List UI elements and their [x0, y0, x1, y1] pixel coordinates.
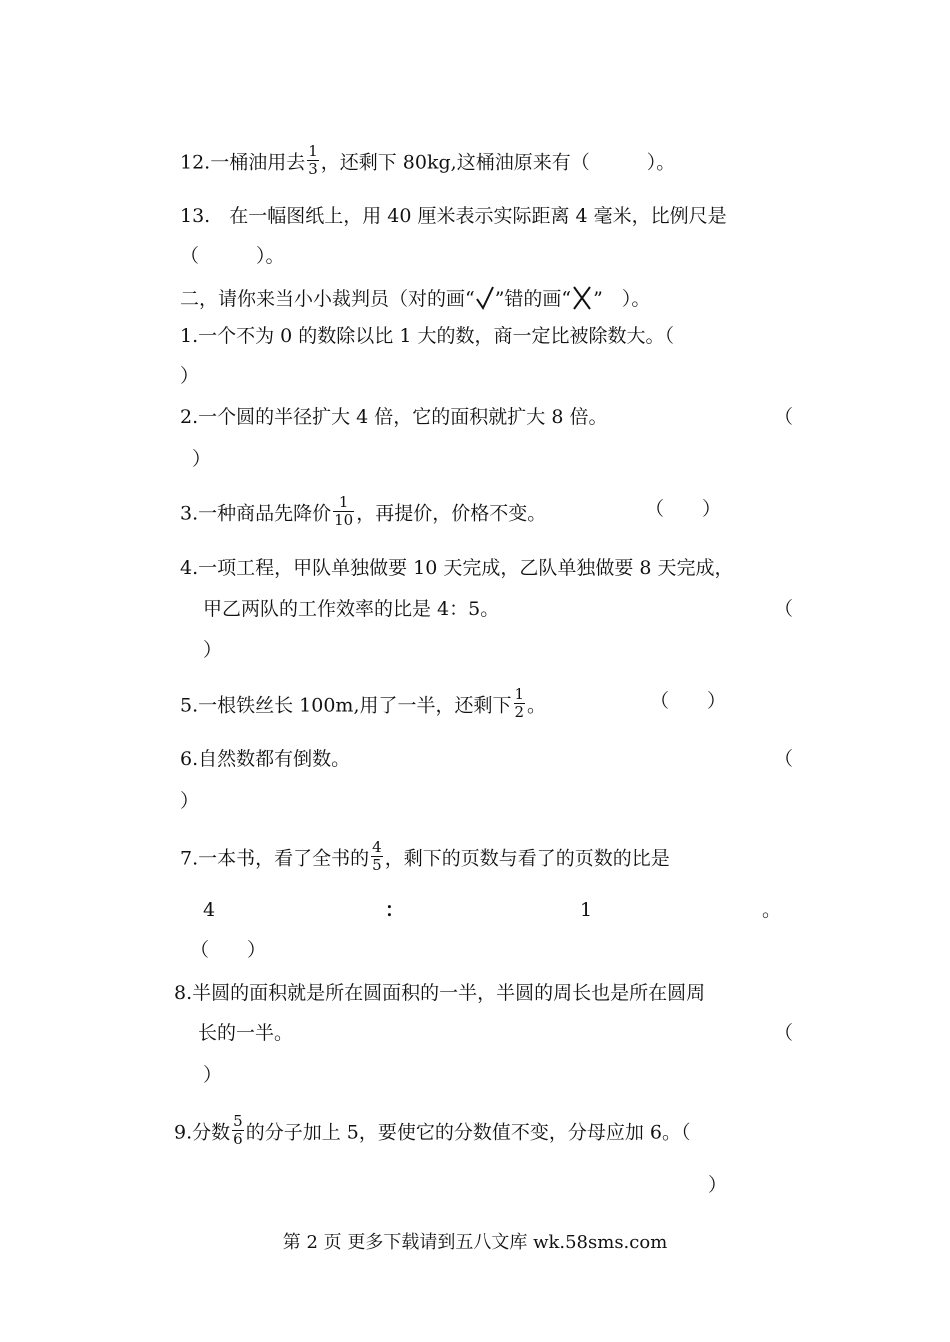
q13-line-2: （ ）。 [180, 245, 285, 267]
item6-paren-open: （ [774, 748, 794, 770]
item7-paren: （ ） [190, 939, 267, 961]
item9-text-b: 的分子加上 5，要使它的分数值不变，分母应加 6。（ [245, 1121, 691, 1144]
item5-frac-den: 2 [514, 703, 525, 721]
item9-line [174, 1112, 691, 1151]
item9-fraction [232, 1113, 244, 1148]
item3-text-b: ，再提价，价格不变。 [356, 502, 547, 525]
item5-fraction [514, 686, 526, 721]
section2-heading-c: ” ）。 [593, 288, 651, 310]
q12-text-a: 12.一桶油用去 [180, 151, 306, 174]
item9-text-a: 9.分数 [174, 1121, 231, 1144]
item7-text-b: ，剩下的页数与看了的页数的比是 [384, 847, 670, 870]
item3-fraction [333, 494, 354, 529]
item3-paren: （ ） [645, 498, 722, 520]
item7-ratio-colon: ： [385, 899, 405, 921]
q12-frac-num: 1 [308, 142, 318, 160]
item2-text: 2.一个圆的半径扩大 4 倍，它的面积就扩大 8 倍。 [180, 406, 608, 428]
item7-frac-num: 4 [372, 838, 382, 856]
item2-paren-open: （ [774, 406, 794, 428]
item2-paren-close: ） [192, 448, 212, 470]
item5-line [180, 685, 547, 724]
item5-text-b: 。 [527, 694, 547, 717]
item1-paren-close: ） [180, 365, 200, 387]
item4-paren-open: （ [774, 598, 794, 620]
item8-paren-close: ） [203, 1064, 223, 1086]
item4-paren-close: ） [203, 639, 223, 661]
q12-text-b: ，还剩下 80kg,这桶油原来有（ ）。 [320, 151, 676, 174]
item5-text-a: 5.一根铁丝长 100m,用了一半，还剩下 [180, 694, 512, 717]
item9-frac-num: 5 [233, 1112, 243, 1130]
item4-line-2: 甲乙两队的工作效率的比是 4：5。 [203, 598, 500, 620]
item8-line-2: 长的一半。 [198, 1022, 294, 1044]
section2-heading [180, 287, 650, 313]
item6-text: 6.自然数都有倒数。 [180, 748, 351, 770]
q12-fraction [307, 143, 319, 178]
item1-text: 1.一个不为 0 的数除以比 1 大的数，商一定比被除数大。（ [180, 325, 674, 347]
item6-paren-close: ） [180, 790, 200, 812]
item3-text-a: 3.一种商品先降价 [180, 502, 332, 525]
item3-frac-num: 1 [333, 494, 354, 512]
item7-ratio-right: 1 [580, 899, 593, 921]
check-mark-icon [475, 285, 495, 311]
item3-line [180, 493, 547, 532]
item8-line-1: 8.半圆的面积就是所在圆面积的一半，半圆的周长也是所在圆周 [174, 982, 706, 1004]
section2-heading-b: ”错的画“ [494, 288, 572, 310]
item7-ratio-end: 。 [762, 899, 782, 921]
item5-paren: （ ） [650, 690, 727, 712]
item8-paren-open: （ [774, 1022, 794, 1044]
item7-line [180, 838, 670, 877]
item7-fraction [371, 839, 383, 874]
cross-mark-icon [571, 285, 593, 311]
q12-frac-den: 3 [308, 160, 318, 178]
section2-heading-a: 二，请你来当小小裁判员（对的画“ [180, 288, 475, 310]
q13-line-1: 13. 在一幅图纸上，用 40 厘米表示实际距离 4 毫米，比例尺是 [180, 205, 727, 227]
item4-line-1: 4.一项工程，甲队单独做要 10 天完成，乙队单独做要 8 天完成， [180, 557, 734, 579]
q12-line [180, 142, 676, 181]
item9-paren-close: ） [708, 1174, 728, 1196]
item9-frac-den: 6 [233, 1130, 243, 1148]
item7-ratio-left: 4 [203, 899, 216, 921]
page-footer: 第 2 页 更多下载请到五八文库 wk.58sms.com [282, 1232, 668, 1253]
item5-frac-num: 1 [514, 685, 525, 703]
item3-frac-den: 10 [334, 511, 354, 529]
item7-frac-den: 5 [372, 856, 382, 874]
item7-text-a: 7.一本书，看了全书的 [180, 847, 370, 870]
